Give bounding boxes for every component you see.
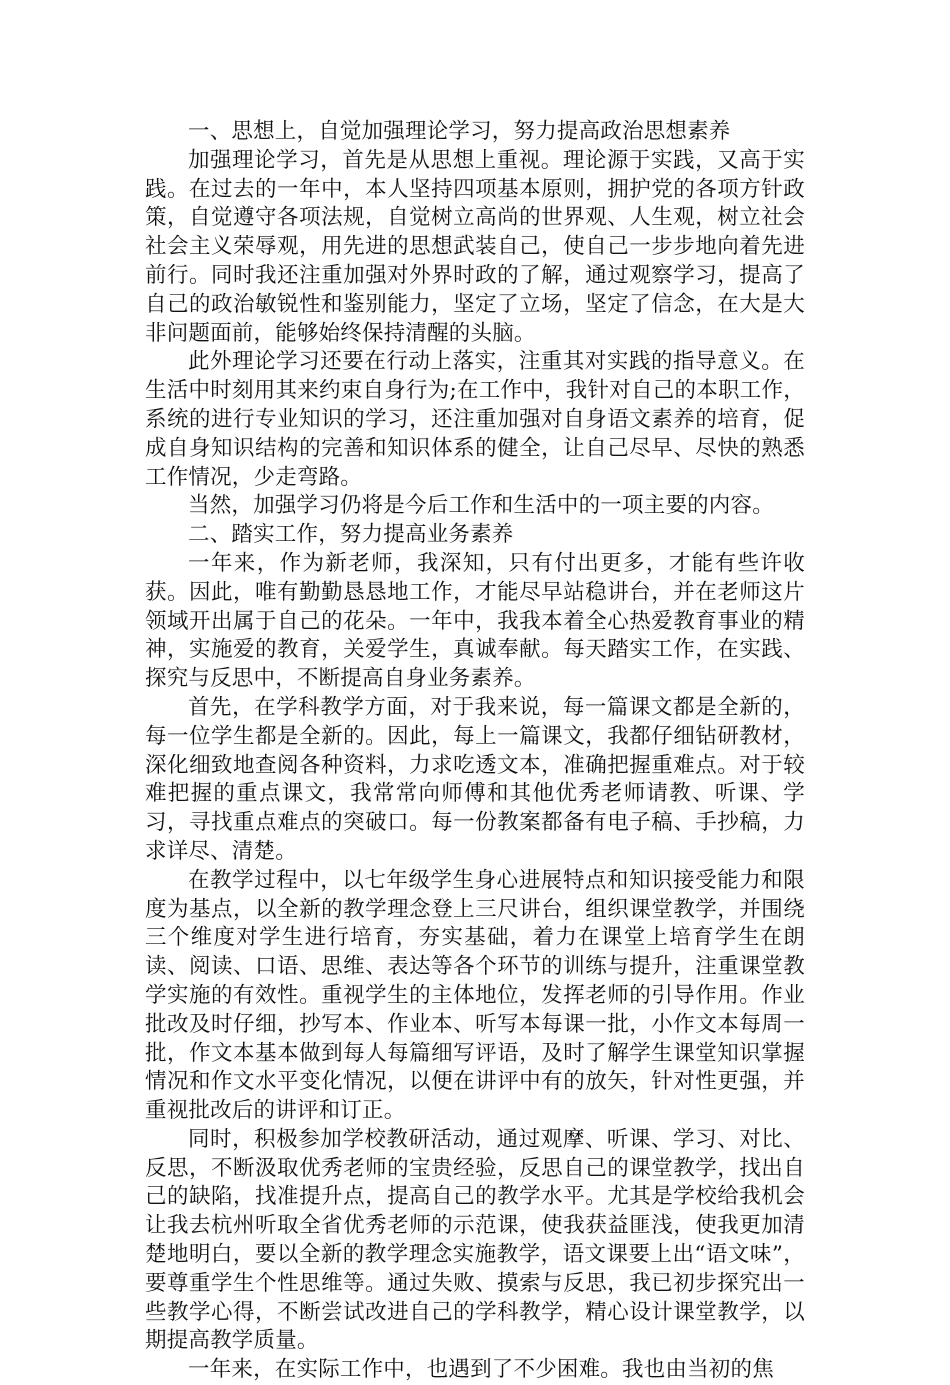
paragraph: 当然，加强学习仍将是今后工作和生活中的一项主要的内容。 bbox=[188, 493, 774, 519]
section-heading-2: 二、踏实工作，努力提高业务素养 bbox=[188, 522, 514, 548]
paragraph: 在教学过程中，以七年级学生身心进展特点和知识接受能力和限度为基点，以全新的教学理念登上三尺讲台，组织课堂教学，并围绕三个维度对学生进行培育，夯实基础，着力在课堂上培育学生在朗读、阅读、口语、思维、表达等各个环节的训练与提升，注重课堂教学实施的有效性。重视学生的主体地位，发挥老师的引导作用。作业批改及时仔细，抄写本、作业本、听写本每课一批，小作文本每周一批，作文本基本做到每人每篇细写评语，及时了解学生课堂知识掌握情况和作文水平变化情况，以便在讲评中有的放矢，针对性更强，并重视批改后的讲评和订正。 bbox=[145, 867, 805, 1124]
paragraph: 一年来，作为新老师，我深知，只有付出更多，才能有些许收获。因此，唯有勤勤恳恳地工作，才能尽早站稳讲台，并在老师这片领域开出属于自己的花朵。一年中，我我本着全心热爱教育事业的精神，实施爱的教育，关爱学生，真诚奉献。每天踏实工作，在实践、探究与反思中，不断提高自身业务素养。 bbox=[145, 550, 805, 692]
paragraph: 首先，在学科教学方面，对于我来说，每一篇课文都是全新的，每一位学生都是全新的。因此，每上一篇课文，我都仔细钻研教材，深化细致地查阅各种资料，力求吃透文本，准确把握重难点。对于较难把握的重点课文，我常常向师傅和其他优秀老师请教、听课、学习，寻找重点难点的突破口。每一份教案都备有电子稿、手抄稿，力求详尽、清楚。 bbox=[145, 694, 805, 864]
paragraph: 加强理论学习，首先是从思想上重视。理论源于实践，又高于实践。在过去的一年中，本人坚持四项基本原则，拥护党的各项方针政策，自觉遵守各项法规，自觉树立高尚的世界观、人生观，树立社会社会主义荣辱观，用先进的思想武装自己，使自己一步步地向着先进前行。同时我还注重加强对外界时政的了解，通过观察学习，提高了自己的政治敏锐性和鉴别能力，坚定了立场，坚定了信念，在大是大非问题面前，能够始终保持清醒的头脑。 bbox=[145, 147, 805, 346]
paragraph: 一年来，在实际工作中，也遇到了不少困难。我也由当初的焦 bbox=[188, 1357, 774, 1383]
section-heading-1: 一、思想上，自觉加强理论学习，努力提高政治思想素养 bbox=[188, 119, 731, 144]
paragraph: 同时，积极参加学校教研活动，通过观摩、听课、学习、对比、反思，不断汲取优秀老师的宝贵经验，反思自己的课堂教学，找出自己的缺陷，找准提升点，提高自己的教学水平。尤其是学校给我机会让我去杭州听取全省优秀老师的示范课，使我获益匪浅，使我更加清楚地明白，要以全新的教学理念实施教学，语文课要上出“语文味”，要尊重学生个性思维等。通过失败、摸索与反思，我已初步探究出一些教学心得，不断尝试改进自己的学科教学，精心设计课堂教学，以期提高教学质量。 bbox=[145, 1126, 805, 1354]
document-page bbox=[145, 118, 805, 1385]
paragraph: 此外理论学习还要在行动上落实，注重其对实践的指导意义。在生活中时刻用其来约束自身行为;在工作中，我针对自己的本职工作，系统的进行专业知识的学习，还注重加强对自身语文素养的培育，促成自身知识结构的完善和知识体系的健全，让自己尽早、尽快的熟悉工作情况，少走弯路。 bbox=[145, 349, 805, 490]
